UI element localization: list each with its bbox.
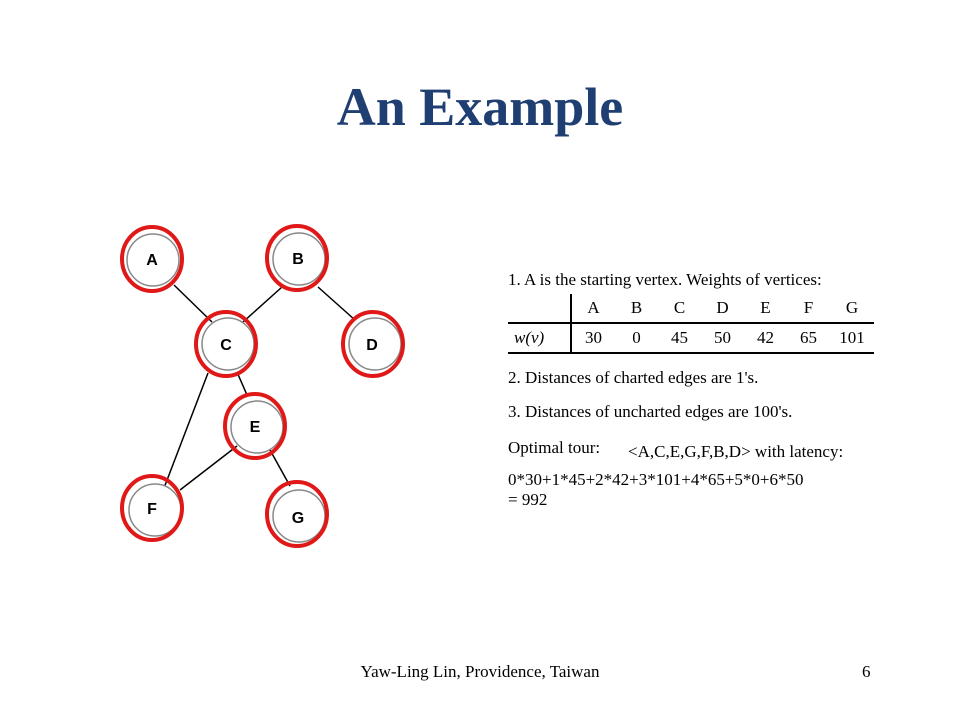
node-g bbox=[267, 482, 327, 546]
node-label-b: B bbox=[292, 251, 304, 268]
table-header: F bbox=[787, 294, 830, 323]
latency-result: = 992 bbox=[508, 490, 548, 509]
table-cell: 45 bbox=[658, 323, 701, 353]
table-cell: 42 bbox=[744, 323, 787, 353]
node-e bbox=[225, 394, 285, 458]
node-label-c: C bbox=[220, 337, 232, 354]
edge-b-d bbox=[318, 287, 355, 320]
table-header: B bbox=[615, 294, 658, 323]
table-row-label: w(v) bbox=[508, 323, 571, 353]
table-cell: 0 bbox=[615, 323, 658, 353]
optimal-tour-value: <A,C,E,G,F,B,D> with latency: bbox=[628, 442, 844, 461]
edge-b-c bbox=[243, 287, 282, 322]
table-header: A bbox=[571, 294, 615, 323]
edge-c-e bbox=[237, 372, 247, 395]
node-label-d: D bbox=[366, 337, 378, 354]
node-b bbox=[267, 226, 327, 290]
edge-e-f bbox=[180, 446, 237, 490]
graph-diagram bbox=[100, 210, 440, 560]
table-header: G bbox=[830, 294, 874, 323]
node-a bbox=[122, 227, 182, 291]
node-label-g: G bbox=[291, 510, 305, 527]
node-c bbox=[196, 312, 256, 376]
uncharted-edges-line: 3. Distances of uncharted edges are 100's. bbox=[508, 402, 793, 421]
node-label-e: E bbox=[249, 419, 261, 436]
node-d bbox=[343, 312, 403, 376]
vertex-weight-table bbox=[508, 294, 874, 354]
table-header: C bbox=[658, 294, 701, 323]
slide-title: An Example bbox=[336, 77, 624, 137]
edge-a-c bbox=[174, 285, 212, 322]
table-cell: 65 bbox=[787, 323, 830, 353]
latency-expression: 0*30+1*45+2*42+3*101+4*65+5*0+6*50 bbox=[508, 470, 804, 489]
table-header: E bbox=[744, 294, 787, 323]
footer-author: Yaw-Ling Lin, Providence, Taiwan bbox=[360, 662, 600, 681]
table-corner-cell bbox=[508, 294, 571, 323]
table-header: D bbox=[701, 294, 744, 323]
optimal-tour-label: Optimal tour: bbox=[508, 438, 601, 457]
node-f bbox=[122, 476, 182, 540]
table-cell: 101 bbox=[830, 323, 874, 353]
edge-c-f bbox=[164, 373, 208, 488]
table-cell: 30 bbox=[571, 323, 615, 353]
charted-edges-line: 2. Distances of charted edges are 1's. bbox=[508, 368, 759, 387]
node-label-a: A bbox=[146, 252, 158, 269]
starting-vertex-line: 1. A is the starting vertex. Weights of vertices: bbox=[508, 270, 822, 289]
page-number: 6 bbox=[862, 662, 871, 681]
node-label-f: F bbox=[147, 501, 157, 518]
table-cell: 50 bbox=[701, 323, 744, 353]
edge-e-g bbox=[270, 450, 290, 486]
